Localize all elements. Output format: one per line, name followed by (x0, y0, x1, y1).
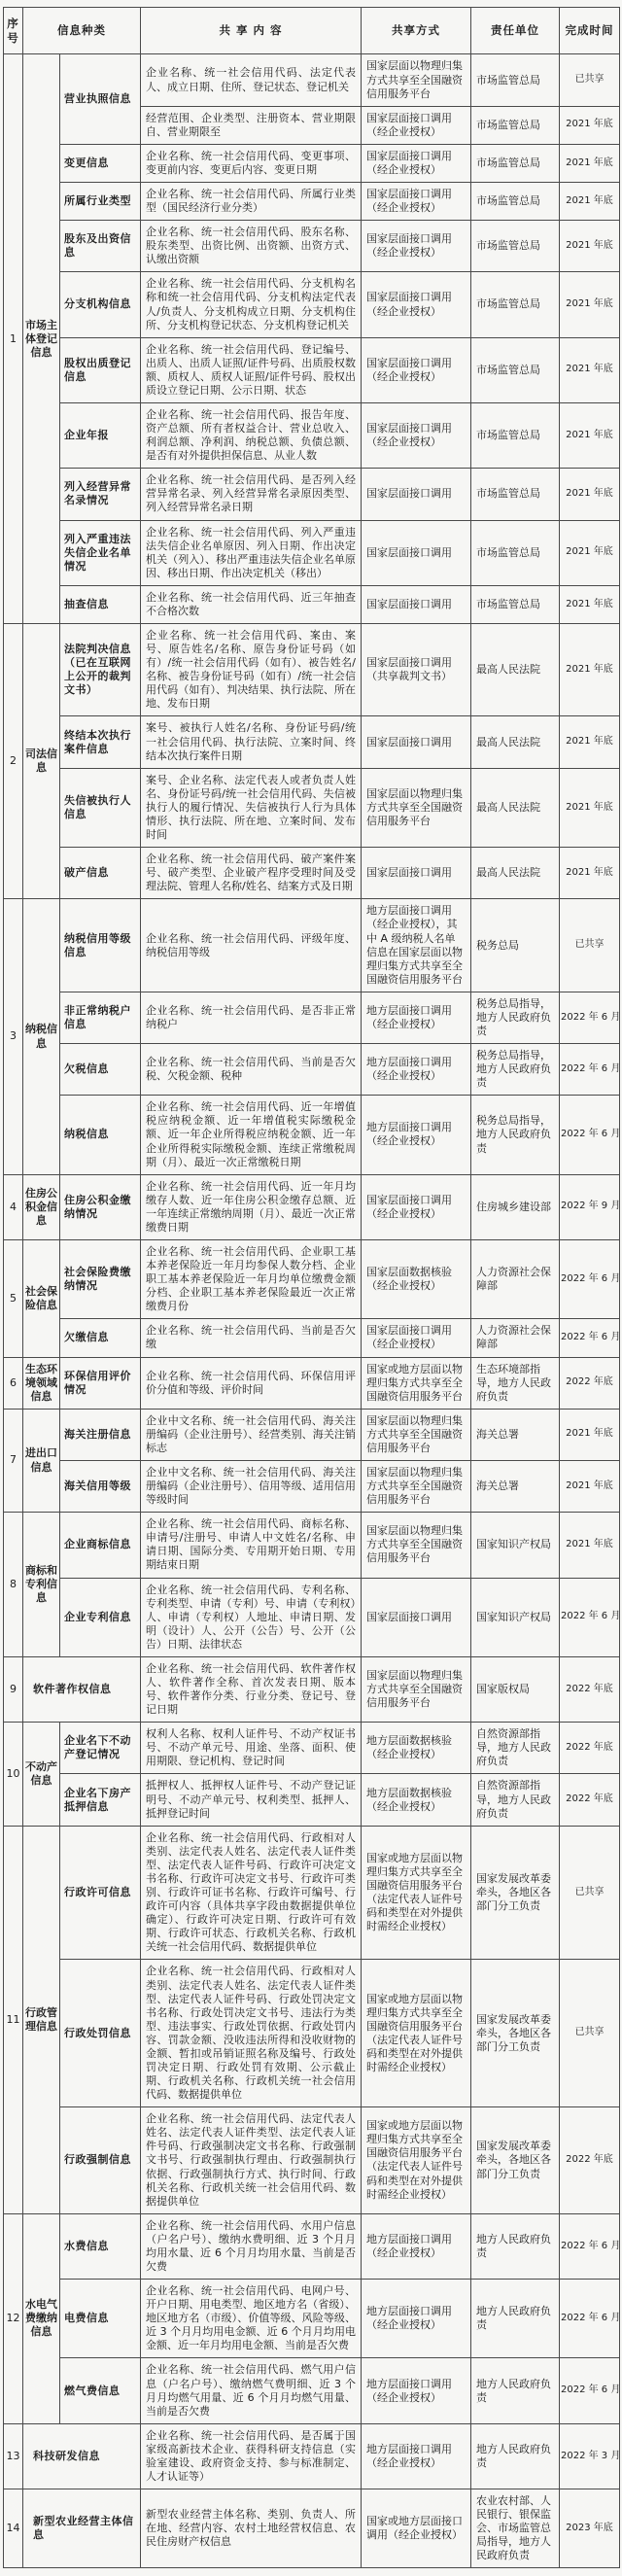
completion-time-cell: 2022 年 6 月 (560, 1044, 620, 1096)
row-number: 14 (4, 2489, 23, 2568)
responsible-unit-cell: 最高人民法院 (471, 716, 560, 768)
shared-content-cell: 企业名称、统一社会信用代码、近一年月均缴存人数、近一年住房公积金缴存总额、近一年连续正常缴纳周期（月）、最近一次正常缴费日期 (141, 1174, 362, 1239)
responsible-unit-cell: 生态环境部指导，地方人民政府负责 (471, 1357, 560, 1409)
share-method-cell: 国家层面接口调用（共享裁判文书） (362, 624, 471, 716)
subtype-label: 欠税信息 (60, 1044, 141, 1096)
completion-time-cell: 2022 年 6 月 (560, 2280, 620, 2358)
shared-content-cell: 企业名称、统一社会信用代码、破产案件案号、破产类型、企业破产程序受理时间及受理法院、管理人名称/姓名、结案方式及日期 (141, 848, 362, 899)
table-row-1-5 (4, 221, 620, 272)
share-method-cell: 国家层面接口调用（经企业授权） (362, 144, 471, 182)
responsible-unit-cell: 人力资源社会保障部 (471, 1319, 560, 1357)
share-method-cell: 国家层面以物理归集方式共享至全国融资信用服务平台 (362, 54, 471, 106)
share-method-cell: 国家层面接口调用（经企业授权） (362, 272, 471, 337)
subtype-label: 股东及出资信息 (60, 221, 141, 272)
subtype-label: 行政许可信息 (60, 1826, 141, 1960)
share-method-cell: 地方层面接口调用（经企业授权） (362, 2280, 471, 2358)
shared-content-cell: 企业名称、统一社会信用代码、是否属于国家级高新技术企业、获得科研支持信息（实验室建设、政府资金支持、参与标准制定、人才认证等） (141, 2423, 362, 2489)
info-sharing-table (3, 7, 620, 2568)
completion-time-cell: 2022 年底 (560, 1656, 620, 1722)
table-row-3-4 (4, 1096, 620, 1174)
table-row-7-1 (4, 1409, 620, 1460)
completion-time-cell: 2021 年底 (560, 716, 620, 768)
completion-time-cell: 2022 年 6 月 (560, 1578, 620, 1656)
category-label: 进出口信息 (23, 1409, 60, 1512)
table-row-1-6 (4, 272, 620, 337)
completion-time-cell: 2021 年底 (560, 182, 620, 220)
share-method-cell: 国家层面接口调用（经企业授权） (362, 106, 471, 144)
share-method-cell: 国家层面接口调用 (362, 469, 471, 520)
table-body (4, 54, 620, 2568)
row-number: 6 (4, 1357, 23, 1409)
responsible-unit-cell: 市场监管总局 (471, 144, 560, 182)
subtype-label: 社会保险费缴纳情况 (60, 1239, 141, 1318)
responsible-unit-cell: 地方人民政府负责 (471, 2280, 560, 2358)
subtype-label: 分支机构信息 (60, 272, 141, 337)
share-method-cell: 国家层面接口调用（经企业授权） (362, 221, 471, 272)
share-method-cell: 地方层面数据核验（经企业授权） (362, 1723, 471, 1774)
completion-time-cell: 2022 年 6 月 (560, 1239, 620, 1318)
completion-time-cell: 2022 年底 (560, 1357, 620, 1409)
completion-time-cell: 2021 年底 (560, 403, 620, 469)
share-method-cell: 地方层面数据核验（经企业授权） (362, 1774, 471, 1826)
subtype-label: 破产信息 (60, 848, 141, 899)
shared-content-cell: 企业名称、统一社会信用代码、水用户信息（户名户号）、缴纳水费明细、近 3 个月月均用水量、近 6 个月月均用水量、当前是否欠费 (141, 2213, 362, 2279)
table-row-2-3 (4, 768, 620, 847)
completion-time-cell: 2022 年底 (560, 1774, 620, 1826)
share-method-cell: 国家层面接口调用（经企业授权） (362, 182, 471, 220)
share-method-cell: 国家层面接口调用（经企业授权） (362, 337, 471, 402)
responsible-unit-cell: 最高人民法院 (471, 848, 560, 899)
completion-time-cell: 已共享 (560, 1960, 620, 2107)
share-method-cell: 国家层面以物理归集方式共享至全国融资信用服务平台 (362, 1513, 471, 1578)
shared-content-cell: 企业中文名称、统一社会信用代码、海关注册编码（企业注册号）、信用等级、适用信用等级时间 (141, 1461, 362, 1513)
category-label: 社会保险信息 (23, 1239, 60, 1357)
responsible-unit-cell: 国家发展改革委牵头，各地区各部门分工负责 (471, 2107, 560, 2214)
completion-time-cell: 2021 年底 (560, 848, 620, 899)
subtype-label: 海关信用等级 (60, 1461, 141, 1513)
shared-content-cell: 企业名称、统一社会信用代码、是否非正常纳税户 (141, 992, 362, 1043)
completion-time-cell: 2021 年底 (560, 144, 620, 182)
header-row (4, 8, 620, 54)
category-label: 生态环境领域信息 (23, 1357, 60, 1409)
share-method-cell: 国家或地方层面以物理归集方式共享至全国融资信用服务平台（法定代表人证件号码和类型在对外提供时需经企业授权） (362, 1826, 471, 1960)
completion-time-cell: 2022 年底 (560, 2107, 620, 2214)
subtype-label: 行政强制信息 (60, 2107, 141, 2214)
responsible-unit-cell: 自然资源部指导，地方人民政府负责 (471, 1774, 560, 1826)
row-number: 10 (4, 1723, 23, 1826)
responsible-unit-cell: 市场监管总局 (471, 403, 560, 469)
share-method-cell: 国家层面以物理归集方式共享至全国融资信用服务平台 (362, 1409, 471, 1460)
share-method-cell: 国家或地方层面以物理归集方式共享至全国融资信用服务平台（法定代表人证件号码和类型在对外提供时需经企业授权） (362, 2107, 471, 2214)
share-method-cell: 国家层面数据核验（经企业授权） (362, 1239, 471, 1318)
completion-time-cell: 2021 年底 (560, 585, 620, 623)
subtype-label: 非正常纳税户信息 (60, 992, 141, 1043)
row-number: 4 (4, 1174, 23, 1239)
responsible-unit-cell: 国家发展改革委牵头，各地区各部门分工负责 (471, 1826, 560, 1960)
subtype-label: 列入严重违法失信企业名单情况 (60, 520, 141, 585)
completion-time-cell: 2021 年底 (560, 1409, 620, 1460)
category-label: 市场主体登记信息 (23, 54, 60, 624)
shared-content-cell: 企业名称、统一社会信用代码、软件著作权人、软件著作全称、首次发表日期、版本号、软件著作分类、行业分类、登记号、登记日期 (141, 1656, 362, 1722)
share-method-cell: 地方层面接口调用（经企业授权） (362, 2423, 471, 2489)
shared-content-cell: 企业名称、统一社会信用代码、所属行业类型（国民经济行业分类） (141, 182, 362, 220)
shared-content-cell: 企业名称、统一社会信用代码、案由、案号、原告姓名/名称、原告身份证号码（如有）/统一社会信用代码（如有）、被告姓名/名称、被告身份证号码（如有）/统一社会信用代码（如有）、判决结果、执行法院、所在地、发布日期 (141, 624, 362, 716)
shared-content-cell: 企业名称、统一社会信用代码、登记编号、出质人、出质人证照/证件号码、出质股权数额、质权人、质权人证照/证件号码、股权出质设立登记日期、公示日期、状态 (141, 337, 362, 402)
table-row-1-3 (4, 144, 620, 182)
category-label: 纳税信息 (23, 899, 60, 1174)
share-method-cell: 国家层面以物理归集方式共享至全国融资信用服务平台 (362, 1461, 471, 1513)
table-row-12-1 (4, 2213, 620, 2279)
share-method-cell: 国家层面接口调用 (362, 1578, 471, 1656)
subtype-label: 终结本次执行案件信息 (60, 716, 141, 768)
shared-content-cell: 案号、企业名称、法定代表人或者负责人姓名、身份证号码/统一社会信用代码、失信被执行人的履行情况、失信被执行人行为具体情形、执行法院、所在地、立案时间、发布时间 (141, 768, 362, 847)
category-label: 不动产信息 (23, 1723, 60, 1826)
responsible-unit-cell: 税务总局指导，地方人民政府负责 (471, 992, 560, 1043)
completion-time-cell: 已共享 (560, 1826, 620, 1960)
subtype-label: 变更信息 (60, 144, 141, 182)
table-row-7-2 (4, 1461, 620, 1513)
table-row-2-1 (4, 624, 620, 716)
table-row-1-7 (4, 337, 620, 402)
shared-content-cell: 企业名称、统一社会信用代码、当前是否欠缴 (141, 1319, 362, 1357)
table-row-9-1 (4, 1656, 620, 1722)
row-number: 1 (4, 54, 23, 624)
table-row-2-2 (4, 716, 620, 768)
shared-content-cell: 企业名称、统一社会信用代码、行政相对人类别、法定代表人姓名、法定代表人证件类型、法定代表人证件号码、行政许可决定文书名称、行政许可决定文书号、行政许可类别、行政许可证书名称、行政许可编号、行政许可内容（具体共享字段由数据提供单位确定）、行政许可决定日期、行政许可有效期、行政许可状态、行政机关名称、行政机关统一社会信用代码、数据提供单位 (141, 1826, 362, 1960)
row-number: 7 (4, 1409, 23, 1512)
responsible-unit-cell: 税务总局 (471, 899, 560, 992)
responsible-unit-cell: 人力资源社会保障部 (471, 1239, 560, 1318)
subtype-label: 列入经营异常名录情况 (60, 469, 141, 520)
share-method-cell: 国家层面接口调用（经企业授权） (362, 1319, 471, 1357)
responsible-unit-cell: 海关总署 (471, 1409, 560, 1460)
table-row-14-1 (4, 2489, 620, 2568)
share-method-cell: 地方层面接口调用（经企业授权），其中 A 级纳税人名单信息在国家层面以物理归集方式共享至全国融资信用服务平台 (362, 899, 471, 992)
subtype-label: 水费信息 (60, 2213, 141, 2279)
table-header (4, 8, 620, 54)
completion-time-cell: 2022 年 6 月 (560, 2213, 620, 2279)
row-number: 8 (4, 1513, 23, 1657)
shared-content-cell: 企业名称、统一社会信用代码、分支机构名称和统一社会信用代码、分支机构法定代表人/负责人、分支机构成立日期、分支机构住所、分支机构登记状态、分支机构登记机关 (141, 272, 362, 337)
table-row-8-1 (4, 1513, 620, 1578)
responsible-unit-cell: 市场监管总局 (471, 106, 560, 144)
completion-time-cell: 2022 年 6 月 (560, 1096, 620, 1174)
completion-time-cell: 2021 年底 (560, 624, 620, 716)
table-row-11-2 (4, 1960, 620, 2107)
completion-time-cell: 2021 年底 (560, 768, 620, 847)
completion-time-cell: 2021 年底 (560, 1461, 620, 1513)
responsible-unit-cell: 税务总局指导，地方人民政府负责 (471, 1044, 560, 1096)
shared-content-cell: 企业名称、统一社会信用代码、燃气用户信息（户名户号）、缴纳燃气费明细、近 3 个月月均燃气用量、近 6 个月月均燃气用量、当前是否欠费 (141, 2358, 362, 2423)
table-row-12-2 (4, 2280, 620, 2358)
category-label: 科技研发信息 (23, 2423, 141, 2489)
subtype-label: 行政处罚信息 (60, 1960, 141, 2107)
category-label: 水电气费缴纳信息 (23, 2213, 60, 2423)
completion-time-cell: 2022 年 6 月 (560, 1319, 620, 1357)
responsible-unit-cell: 市场监管总局 (471, 585, 560, 623)
completion-time-cell: 2021 年底 (560, 272, 620, 337)
subtype-label: 法院判决信息（已在互联网上公开的裁判文书） (60, 624, 141, 716)
responsible-unit-cell: 国家知识产权局 (471, 1513, 560, 1578)
share-method-cell: 国家层面以物理归集方式共享至全国融资信用服务平台 (362, 1656, 471, 1722)
table-row-5-2 (4, 1319, 620, 1357)
share-method-cell: 地方层面接口调用（经企业授权） (362, 2213, 471, 2279)
table-row-8-2 (4, 1578, 620, 1656)
completion-time-cell: 2021 年底 (560, 337, 620, 402)
completion-time-cell: 2022 年 3 月 (560, 2423, 620, 2489)
completion-time-cell: 已共享 (560, 54, 620, 106)
completion-time-cell: 2021 年底 (560, 106, 620, 144)
shared-content-cell: 企业名称、统一社会信用代码、法定代表人姓名、法定代表人证件类型、法定代表人证件号码、行政强制决定文书名称、行政强制文书号、行政强制执行理由、行政强制执行依据、行政强制执行方式、执行时间、行政机关名称、行政机关统一社会信用代码、数据提供单位 (141, 2107, 362, 2214)
responsible-unit-cell: 市场监管总局 (471, 520, 560, 585)
table-row-4-1 (4, 1174, 620, 1239)
responsible-unit-cell: 市场监管总局 (471, 54, 560, 106)
responsible-unit-cell: 市场监管总局 (471, 469, 560, 520)
shared-content-cell: 企业名称、统一社会信用代码、是否列入经营异常名录、列入经营异常名录原因类型、列入经营异常名录日期 (141, 469, 362, 520)
shared-content-cell: 企业名称、统一社会信用代码、近一年增值税应纳税金额、近一年增值税实际缴税金额、近一年企业所得税应纳税金额、近一年企业所得税实际缴税金额、连续正常缴税周期（月）、最近一次正常缴税日期 (141, 1096, 362, 1174)
table-row-12-3 (4, 2358, 620, 2423)
category-label: 行政管理信息 (23, 1826, 60, 2213)
subtype-label: 抽查信息 (60, 585, 141, 623)
completion-time-cell: 2021 年底 (560, 469, 620, 520)
table-row-3-1 (4, 899, 620, 992)
table-row-13-1 (4, 2423, 620, 2489)
subtype-label: 企业年报 (60, 403, 141, 469)
completion-time-cell: 2021 年底 (560, 520, 620, 585)
header-content: 共 享 内 容 (141, 8, 362, 54)
completion-time-cell: 2023 年底 (560, 2489, 620, 2568)
shared-content-cell: 企业名称、统一社会信用代码、行政相对人类别、法定代表人姓名、法定代表人证件类型、法定代表人证件号码、行政处罚决定文书名称、行政处罚决定文书号、违法行为类型、违法事实、行政处罚依据、行政处罚内容、罚款金额、没收违法所得和没收财物的金额、暂扣或吊销证照名称及编号、行政处罚决定日期、行政处罚有效期、公示截止期、行政机关名称、行政机关统一社会信用代码、数据提供单位 (141, 1960, 362, 2107)
responsible-unit-cell: 国家版权局 (471, 1656, 560, 1722)
completion-time-cell: 2021 年底 (560, 1513, 620, 1578)
shared-content-cell: 企业名称、统一社会信用代码、评级年度、纳税信用等级 (141, 899, 362, 992)
shared-content-cell: 案号、被执行人姓名/名称、身份证号码/统一社会信用代码、执行法院、立案时间、终结本次执行案件日期 (141, 716, 362, 768)
row-number: 9 (4, 1656, 23, 1722)
table-row-11-1 (4, 1826, 620, 1960)
shared-content-cell: 企业名称、统一社会信用代码、电网户号、开户日期、用电类型、地区地方名（省级）、地区地方名（市级）、价值等级、风险等级、近 3 个月月均用电金额、近 6 个月月均用电金额、近一年月均用电金额、当前是否欠费 (141, 2280, 362, 2358)
subtype-label: 营业执照信息 (60, 54, 141, 144)
shared-content-cell: 企业名称、统一社会信用代码、变更事项、变更前内容、变更后内容、变更日期 (141, 144, 362, 182)
table-row-1-9 (4, 469, 620, 520)
table-row-6-1 (4, 1357, 620, 1409)
responsible-unit-cell: 市场监管总局 (471, 182, 560, 220)
share-method-cell: 国家层面接口调用 (362, 585, 471, 623)
completion-time-cell: 2022 年 9 月 (560, 1174, 620, 1239)
shared-content-cell: 企业名称、统一社会信用代码、专利名称、专利类型、申请（专利）号、申请（专利权）人、申请（专利权）人地址、申请日期、发明（设计）人、公开（公告）号、公开（公告）日期、法律状态 (141, 1578, 362, 1656)
table-row-11-3 (4, 2107, 620, 2214)
header-type: 信息种类 (23, 8, 141, 54)
responsible-unit-cell: 市场监管总局 (471, 337, 560, 402)
responsible-unit-cell: 地方人民政府负责 (471, 2423, 560, 2489)
shared-content-cell: 企业中文名称、统一社会信用代码、海关注册编码（企业注册号）、经营类别、海关注销标志 (141, 1409, 362, 1460)
shared-content-cell: 企业名称、统一社会信用代码、法定代表人、成立日期、住所、登记状态、登记机关 (141, 54, 362, 106)
share-method-cell: 国家层面接口调用 (362, 848, 471, 899)
shared-content-cell: 企业名称、统一社会信用代码、列入严重违法失信企业名单原因、列入日期、作出决定机关（列入）、移出严重违法失信企业名单原因、移出日期、作出决定机关（移出） (141, 520, 362, 585)
share-method-cell: 地方层面接口调用（经企业授权） (362, 2358, 471, 2423)
table-row-3-2 (4, 992, 620, 1043)
row-number: 2 (4, 624, 23, 899)
completion-time-cell: 2021 年底 (560, 221, 620, 272)
row-number: 11 (4, 1826, 23, 2213)
shared-content-cell: 企业名称、统一社会信用代码、当前是否欠税、欠税金额、税种 (141, 1044, 362, 1096)
completion-time-cell: 2022 年 6 月 (560, 992, 620, 1043)
shared-content-cell: 抵押权人、抵押权人证件号、不动产登记证明号、不动产单元号、权利类型、抵押人、抵押登记时间 (141, 1774, 362, 1826)
category-label: 软件著作权信息 (23, 1656, 141, 1722)
subtype-label: 企业名下不动产登记情况 (60, 1723, 141, 1774)
responsible-unit-cell: 海关总署 (471, 1461, 560, 1513)
subtype-label: 环保信用评价情况 (60, 1357, 141, 1409)
table-row-1-4 (4, 182, 620, 220)
subtype-label: 企业名下房产抵押信息 (60, 1774, 141, 1826)
header-no: 序号 (4, 8, 23, 54)
share-method-cell: 国家层面接口调用 (362, 716, 471, 768)
row-number: 3 (4, 899, 23, 1174)
responsible-unit-cell: 最高人民法院 (471, 768, 560, 847)
responsible-unit-cell: 地方人民政府负责 (471, 2358, 560, 2423)
responsible-unit-cell: 地方人民政府负责 (471, 2213, 560, 2279)
responsible-unit-cell: 国家发展改革委牵头，各地区各部门分工负责 (471, 1960, 560, 2107)
subtype-label: 住房公积金缴纳情况 (60, 1174, 141, 1239)
subtype-label: 电费信息 (60, 2280, 141, 2358)
share-method-cell: 地方层面接口调用（经企业授权） (362, 1044, 471, 1096)
table-row-1-8 (4, 403, 620, 469)
responsible-unit-cell: 市场监管总局 (471, 272, 560, 337)
shared-content-cell: 企业名称、统一社会信用代码、近三年抽查不合格次数 (141, 585, 362, 623)
subtype-label: 纳税信息 (60, 1096, 141, 1174)
category-label: 住房公积金信息 (23, 1174, 60, 1239)
shared-content-cell: 企业名称、统一社会信用代码、报告年度、资产总额、所有者权益合计、营业总收入、利润总额、净利润、纳税总额、负债总额、是否有对外提供担保信息、从业人数 (141, 403, 362, 469)
header-method: 共享方式 (362, 8, 471, 54)
responsible-unit-cell: 国家知识产权局 (471, 1578, 560, 1656)
shared-content-cell: 新型农业经营主体名称、类别、负责人、所在地、经营内容、农村土地经营权信息、农民住房财产权信息 (141, 2489, 362, 2568)
subtype-label: 海关注册信息 (60, 1409, 141, 1460)
share-method-cell: 地方层面接口调用（经企业授权） (362, 992, 471, 1043)
responsible-unit-cell: 农业农村部、人民银行、银保监会、市场监管总局指导，地方人民政府负责 (471, 2489, 560, 2568)
header-unit: 责任单位 (471, 8, 560, 54)
header-time: 完成时间 (560, 8, 620, 54)
subtype-label: 股权出质登记信息 (60, 337, 141, 402)
table-row-10-1 (4, 1723, 620, 1774)
row-number: 13 (4, 2423, 23, 2489)
row-number: 5 (4, 1239, 23, 1357)
category-label: 商标和专利信息 (23, 1513, 60, 1657)
subtype-label: 企业商标信息 (60, 1513, 141, 1578)
table-row-1-10 (4, 520, 620, 585)
share-method-cell: 地方层面接口调用（经企业授权） (362, 1096, 471, 1174)
responsible-unit-cell: 最高人民法院 (471, 624, 560, 716)
share-method-cell: 国家或地方层面接口调用（经企业授权） (362, 2489, 471, 2568)
subtype-label: 欠缴信息 (60, 1319, 141, 1357)
shared-content-cell: 企业名称、统一社会信用代码、企业职工基本养老保险近一年月均参保人数分档、企业职工基本养老保险近一年月均单位缴费金额分档、企业职工基本养老保险最近一次正常缴费月份 (141, 1239, 362, 1318)
category-label: 新型农业经营主体信息 (23, 2489, 141, 2568)
subtype-label: 纳税信用等级信息 (60, 899, 141, 992)
subtype-label: 失信被执行人信息 (60, 768, 141, 847)
subtype-label: 所属行业类型 (60, 182, 141, 220)
table-row-10-2 (4, 1774, 620, 1826)
responsible-unit-cell: 住房城乡建设部 (471, 1174, 560, 1239)
shared-content-cell: 经营范围、企业类型、注册资本、营业期限自、营业期限至 (141, 106, 362, 144)
shared-content-cell: 企业名称、统一社会信用代码、商标名称、申请号/注册号、申请人中文姓名/名称、申请日期、国际分类、专用期开始日期、专用期结束日期 (141, 1513, 362, 1578)
table-row-1-1 (4, 54, 620, 106)
category-label: 司法信息 (23, 624, 60, 899)
shared-content-cell: 企业名称、统一社会信用代码、股东名称、股东类型、出资比例、出资额、出资方式、认缴出资额 (141, 221, 362, 272)
table-row-5-1 (4, 1239, 620, 1318)
subtype-label: 企业专利信息 (60, 1578, 141, 1656)
shared-content-cell: 企业名称、统一社会信用代码、环保信用评价分值和等级、评价时间 (141, 1357, 362, 1409)
responsible-unit-cell: 税务总局指导，地方人民政府负责 (471, 1096, 560, 1174)
shared-content-cell: 权利人名称、权利人证件号、不动产权证书号、不动产单元号、用途、坐落、面积、使用期限、登记机构、登记时间 (141, 1723, 362, 1774)
completion-time-cell: 已共享 (560, 899, 620, 992)
share-method-cell: 国家层面接口调用（经企业授权） (362, 1174, 471, 1239)
row-number: 12 (4, 2213, 23, 2423)
share-method-cell: 国家或地方层面以物理归集方式共享至全国融资信用服务平台 (362, 1357, 471, 1409)
table-row-2-4 (4, 848, 620, 899)
table-row-1-11 (4, 585, 620, 623)
completion-time-cell: 2022 年底 (560, 1723, 620, 1774)
share-method-cell: 国家层面接口调用（经企业授权） (362, 403, 471, 469)
share-method-cell: 国家层面接口调用 (362, 520, 471, 585)
table-row-3-3 (4, 1044, 620, 1096)
share-method-cell: 国家层面以物理归集方式共享至全国融资信用服务平台 (362, 768, 471, 847)
responsible-unit-cell: 自然资源部指导，地方人民政府负责 (471, 1723, 560, 1774)
share-method-cell: 国家或地方层面以物理归集方式共享至全国融资信用服务平台（法定代表人证件号码和类型在对外提供时需经企业授权） (362, 1960, 471, 2107)
subtype-label: 燃气费信息 (60, 2358, 141, 2423)
responsible-unit-cell: 市场监管总局 (471, 221, 560, 272)
completion-time-cell: 2022 年 6 月 (560, 2358, 620, 2423)
